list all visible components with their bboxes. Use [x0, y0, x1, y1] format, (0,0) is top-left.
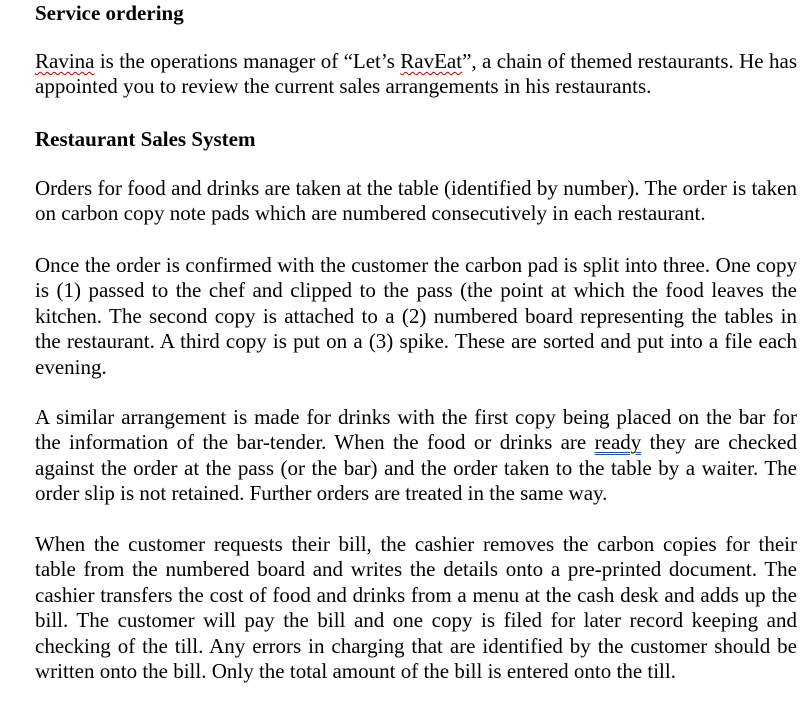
brand-name: RavEat: [400, 49, 463, 73]
intro-text-part2: ”, a chain of themed restaurants. He has appointed you to review the current sales arrangements in his restaurants.: [35, 49, 797, 99]
paragraph-carbon-copies: Once the order is confirmed with the customer the carbon pad is split into three. One copy is (1) passed to the chef and clipped to the pass (the point at which the food leaves the kitchen. The second copy is attached to a (2) numbered board representing the tables in the restaurant. A third copy is put on a (3) spike. These are sorted and put into a file each evening.: [35, 253, 797, 379]
drinks-text-before: A similar arrangement is made for drinks with the first copy being placed on the bar for the information of the bar-tender. When the food or drinks are: [35, 405, 797, 455]
grammar-flagged-word: ready: [594, 430, 642, 455]
paragraph-drinks: [35, 405, 797, 507]
intro-paragraph: [35, 49, 797, 100]
drinks-text-after: they are checked against the order at the pass (or the bar) and the order taken to the table by a waiter. The order slip is not retained. Further orders are treated in the same way.: [35, 430, 797, 506]
section-heading: Restaurant Sales System: [35, 127, 256, 151]
document-title: Service ordering: [35, 1, 184, 25]
paragraph-billing: When the customer requests their bill, the cashier removes the carbon copies for their table from the numbered board and writes the details onto a pre-printed document. The cashier transfers the cost of food and drinks from a menu at the cash desk and adds up the bill. The customer will pay the bill and one copy is filed for later record keeping and checking of the till. Any errors in charging that are identified by the customer should be written onto the bill. Only the total amount of the bill is entered onto the till.: [35, 532, 797, 684]
intro-text-part1: is the operations manager of “Let’s: [94, 49, 401, 73]
manager-name: Ravina: [35, 49, 95, 73]
paragraph-orders: Orders for food and drinks are taken at the table (identified by number). The order is taken on carbon copy note pads which are numbered consecutively in each restaurant.: [35, 176, 797, 226]
